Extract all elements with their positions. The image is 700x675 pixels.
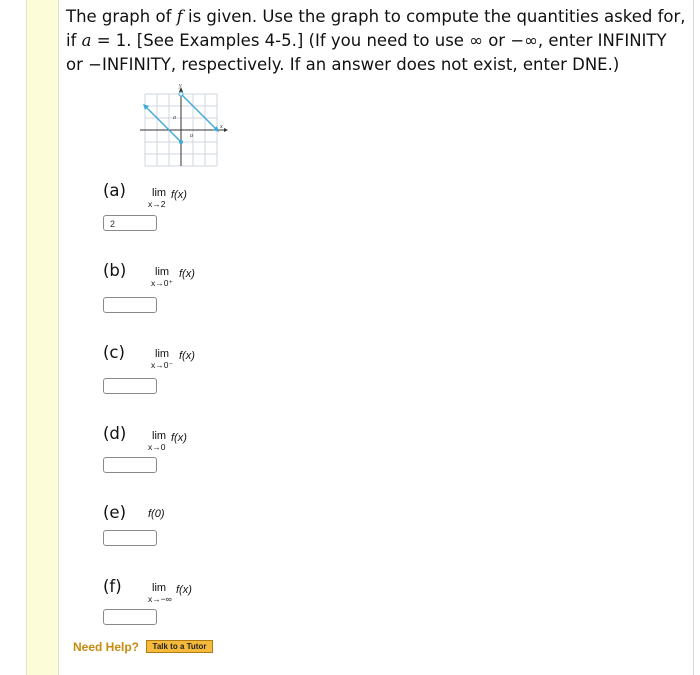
a-symbol: a (81, 31, 92, 50)
answer-input-a[interactable] (103, 215, 157, 231)
a-label-bottom: a (190, 133, 193, 139)
question-text: The graph of f is given. Use the graph to compute the quantities asked for, if a = 1. [See Examples 4-5.] (If you need to use ∞ or −∞, enter INFINITY or −INFINITY, respectively. If an answer does not exist, enter DNE.) (66, 7, 686, 74)
answer-input-f[interactable] (103, 609, 157, 625)
y-axis-label: y (179, 83, 182, 89)
left-margin-bar (26, 0, 59, 675)
part-f-label: (f) (103, 577, 122, 596)
f-symbol: f (176, 7, 183, 26)
answer-input-b[interactable] (103, 297, 157, 313)
open-point-top (179, 92, 183, 96)
x-axis-label: x (220, 124, 223, 130)
answer-input-e[interactable] (103, 530, 157, 546)
talk-to-tutor-button[interactable]: Talk to a Tutor (146, 640, 213, 653)
answer-input-c[interactable] (103, 378, 157, 394)
left-branch (145, 106, 181, 142)
part-a-label: (a) (103, 181, 126, 200)
part-e-label: (e) (103, 503, 127, 522)
function-graph (140, 82, 230, 170)
x-axis-arrow (224, 128, 228, 132)
right-border-line (693, 0, 694, 675)
right-branch (181, 94, 217, 130)
a-label-top: a (173, 115, 176, 121)
part-c-label: (c) (103, 343, 125, 362)
answer-input-d[interactable] (103, 457, 157, 473)
closed-point-bottom (179, 140, 183, 144)
part-d-label: (d) (103, 424, 127, 443)
part-b-label: (b) (103, 261, 127, 280)
need-help-label: Need Help? (73, 640, 140, 654)
